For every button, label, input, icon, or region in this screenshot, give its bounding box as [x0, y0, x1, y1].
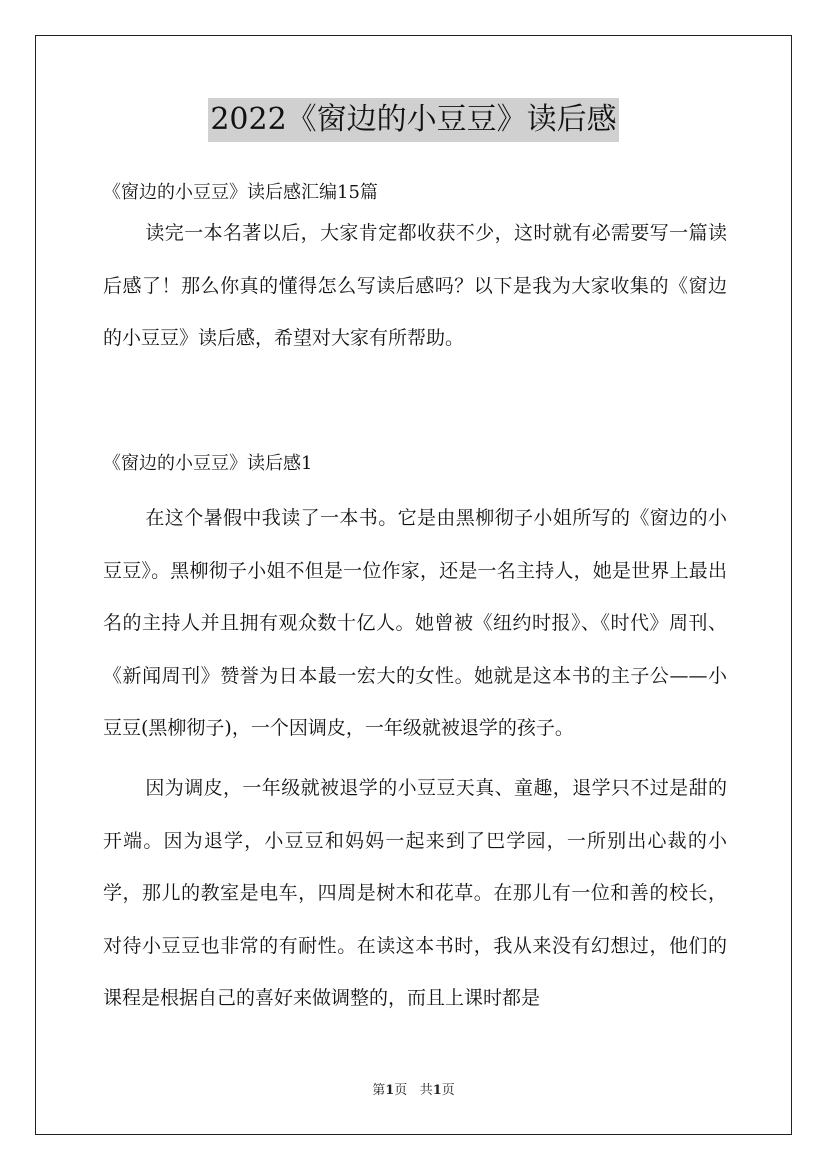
page-footer — [0, 1082, 827, 1100]
footer-total-suffix: 页 — [441, 1083, 455, 1098]
page-title: 2022《窗边的小豆豆》读后感 — [208, 98, 618, 142]
footer-page-prefix: 第 — [372, 1083, 386, 1098]
body-paragraph-2-text: 因为调皮，一年级就被退学的小豆豆天真、童趣，退学只不过是甜的开端。因为退学，小豆豆和妈妈一起来到了巴学园，一所别出心裁的小学，那儿的教室是电车，四周是树木和花草。在那儿有一位和善的校长，对待小豆豆也非常的有耐性。在读这本书时，我从来没有幻想过，他们的课程是根据自己的喜好来做调整的，而且上课时都是 — [103, 777, 727, 1009]
body-paragraph-2 — [103, 762, 727, 1025]
footer-total-prefix: 共 — [419, 1083, 433, 1098]
body-paragraph-1-text: 在这个暑假中我读了一本书。它是由黑柳彻子小姐所写的《窗边的小豆豆》。黑柳彻子小姐不但是一位作家，还是一名主持人，她是世界上最出名的主持人并且拥有观众数十亿人。她曾被《纽约时报》、《时代》周刊、《新闻周刊》赞誉为日本最一宏大的女性。她就是这本书的主子公——小豆豆(黑柳彻子)，一个因调皮，一年级就被退学的孩子。 — [103, 507, 727, 739]
footer-total-number: 1 — [432, 1083, 442, 1098]
footer-page-suffix: 页 — [394, 1083, 408, 1098]
intro-paragraph — [103, 207, 727, 365]
section-heading: 《窗边的小豆豆》读后感1 — [103, 453, 313, 474]
title-container — [0, 98, 827, 142]
document-subtitle: 《窗边的小豆豆》读后感汇编15篇 — [103, 182, 378, 203]
footer-page-number: 1 — [385, 1083, 395, 1098]
body-paragraph-1 — [103, 492, 727, 755]
intro-paragraph-text: 读完一本名著以后，大家肯定都收获不少，这时就有必需要写一篇读后感了！那么你真的懂得怎么写读后感吗？以下是我为大家收集的《窗边的小豆豆》读后感，希望对大家有所帮助。 — [103, 222, 727, 349]
